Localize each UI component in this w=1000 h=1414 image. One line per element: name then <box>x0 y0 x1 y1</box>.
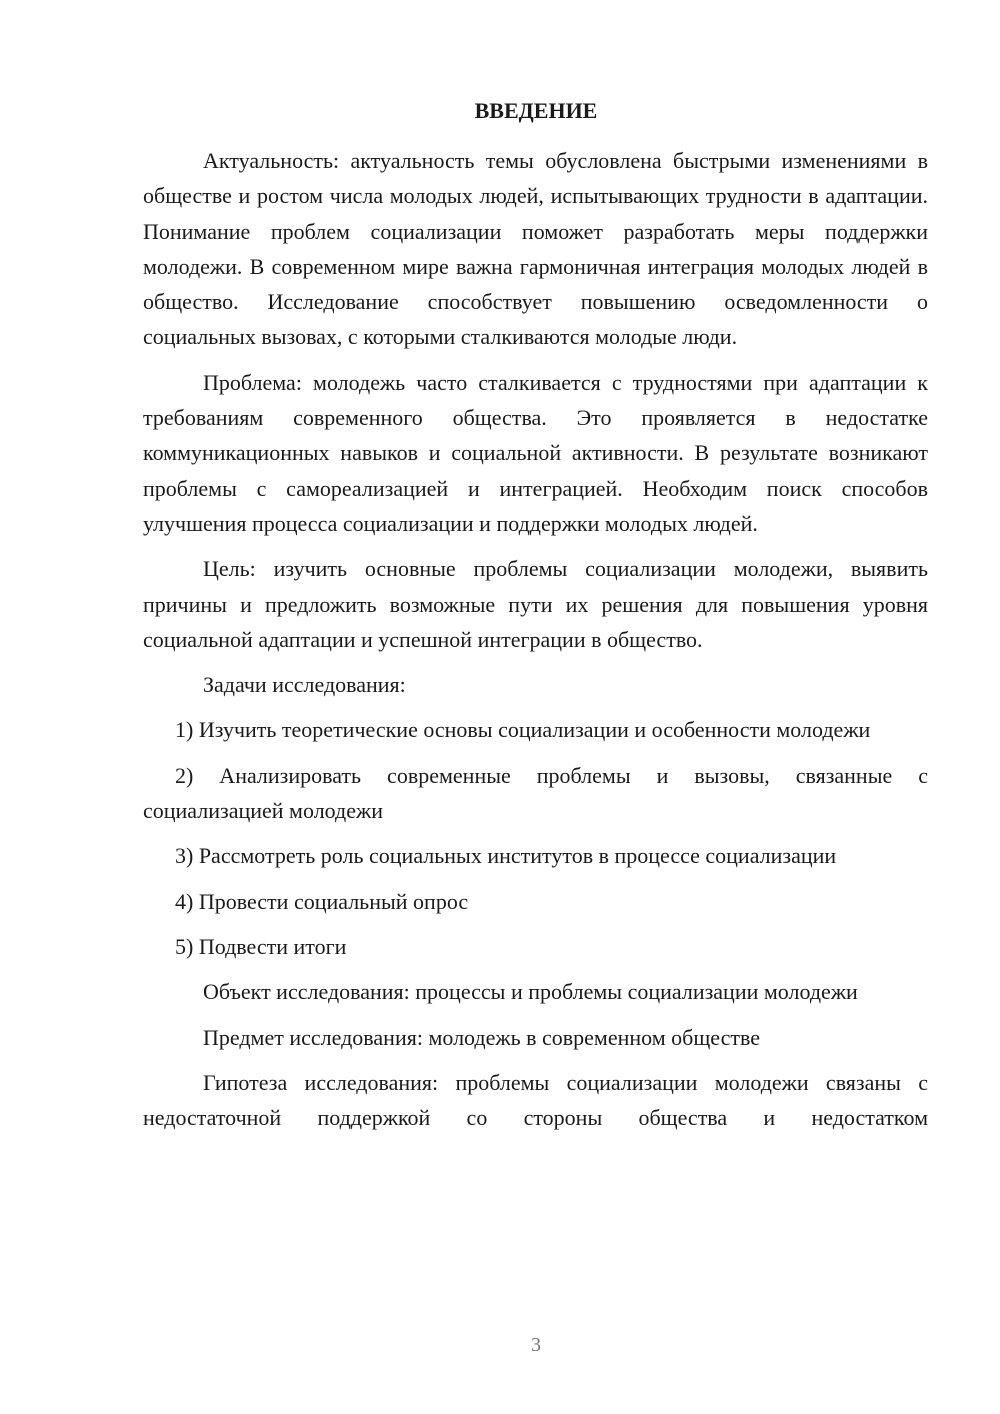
paragraph-hypothesis: Гипотеза исследования: проблемы социализации молодежи связаны с недостаточной поддержкой со стороны общества и недостатком <box>143 1069 928 1131</box>
paragraph-tasks-title: Задачи исследования: <box>203 672 406 698</box>
paragraph-subject: Предмет исследования: молодежь в современном обществе <box>203 1024 761 1050</box>
task-item-2: 2) Анализировать современные проблемы и вызовы, связанные с социализацией молодежи <box>143 762 928 824</box>
task-item-4: 4) Провести социальный опрос <box>175 888 469 914</box>
page-heading: ВВЕДЕНИЕ <box>474 98 598 123</box>
task-item-1: 1) Изучить теоретические основы социализации и особенности молодежи <box>175 717 871 743</box>
task-item-5: 5) Подвести итоги <box>175 933 347 959</box>
task-item-3: 3) Рассмотреть роль социальных институтов в процессе социализации <box>175 843 837 869</box>
paragraph-goal: Цель: изучить основные проблемы социализации молодежи, выявить причины и предложить возможные пути их решения для повышения уровня социальной адаптации и успешной интеграции в общество. <box>143 556 928 652</box>
body-text <box>143 143 928 1145</box>
paragraph-object: Объект исследования: процессы и проблемы социализации молодежи <box>203 979 858 1005</box>
paragraph-problem: Проблема: молодежь часто сталкивается с трудностями при адаптации к требованиям современного общества. Это проявляется в недостатке коммуникационных навыков и социальной активности. В результате возникают проблемы с самореализацией и интеграцией. Необходим поиск способов улучшения процесса социализации и поддержки молодых людей. <box>143 369 928 536</box>
paragraph-relevance: Актуальность: актуальность темы обусловлена быстрыми изменениями в обществе и ростом числа молодых людей, испытывающих трудности в адаптации. Понимание проблем социализации поможет разработать меры поддержки молодежи. В современном мире важна гармоничная интеграция молодых людей в общество. Исследование способствует повышению осведомленности о социальных вызовах, с которыми сталкиваются молодые люди. <box>143 148 928 350</box>
page-number: 3 <box>531 1334 541 1356</box>
